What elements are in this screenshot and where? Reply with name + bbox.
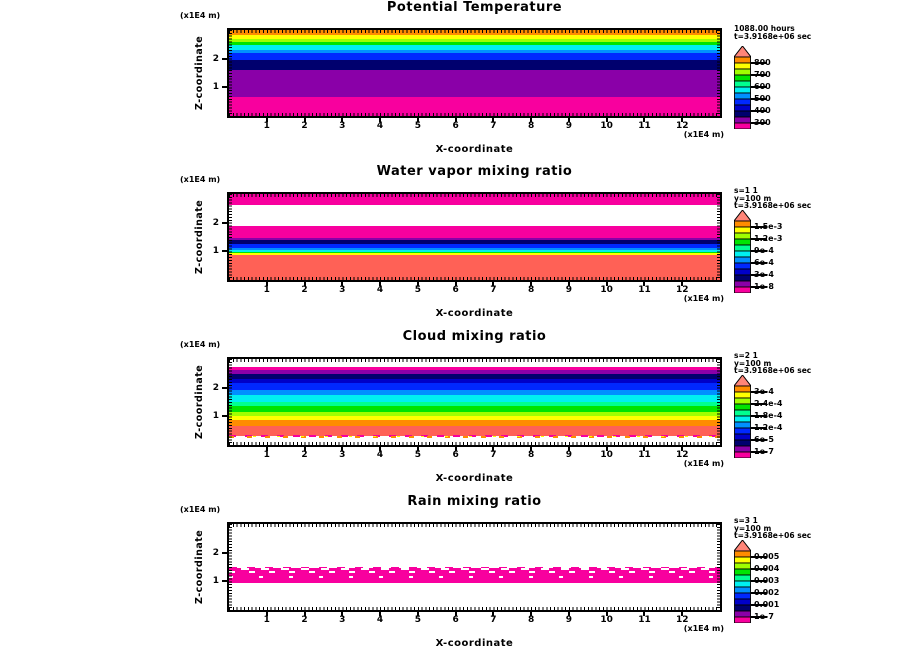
y-axis-unit: (x1E4 m) (180, 505, 221, 514)
colorbar-band-navy (735, 275, 751, 281)
colorbar-band-orange (735, 57, 751, 63)
colorbar-band-green (735, 569, 751, 575)
colorbar-band-green (735, 239, 751, 245)
plot-canvas (229, 359, 720, 445)
x-tick-label: 11 (638, 285, 651, 295)
colorbar-band-yellow (735, 557, 751, 563)
y-axis-label: Z-coordinate (194, 199, 205, 275)
z-major-tick (222, 415, 227, 417)
x-tick-label: 6 (452, 450, 459, 460)
colorbar-band-magenta (735, 452, 751, 458)
colorbar (734, 46, 751, 129)
colorbar-band-cyan (735, 416, 751, 422)
x-tick-label: 1 (263, 615, 270, 625)
x-axis-label: X-coordinate (435, 308, 514, 319)
legend-line: t=3.9168e+06 sec (734, 31, 812, 41)
x-tick-label: 12 (675, 121, 689, 131)
contour-band-blue (229, 53, 720, 60)
ragged-contour-line (229, 568, 720, 570)
colorbar-label: 1.2e-4 (754, 423, 783, 432)
legend-line: s=1 1 (734, 186, 758, 195)
axis-minor-ticks-top (229, 30, 720, 33)
x-tick-label: 11 (638, 450, 651, 460)
x-tick-label: 5 (414, 285, 421, 295)
x-tick-label: 12 (675, 615, 689, 625)
legend-line: t=3.9168e+06 sec (734, 531, 812, 540)
legend-line: 1088.00 hours (734, 24, 795, 33)
axis-minor-ticks-bottom (229, 277, 720, 280)
colorbar-label: 300 (754, 118, 771, 127)
colorbar-band-magenta (735, 123, 751, 129)
colorbar-label: 2.4e-4 (754, 399, 783, 408)
y-axis-label: Z-coordinate (194, 35, 205, 111)
z-tick-label: 2 (212, 547, 219, 558)
colorbar-band-orange (735, 551, 751, 557)
z-major-tick (222, 580, 227, 582)
x-tick-label: 6 (452, 285, 459, 295)
colorbar-band-yellow (735, 392, 751, 398)
x-tick-label: 4 (376, 615, 384, 625)
contour-band-white (229, 205, 720, 226)
colorbar-band-springgreen (735, 410, 751, 416)
colorbar-band-chartreuse (735, 233, 751, 239)
x-tick-label: 12 (675, 285, 689, 295)
z-major-tick (222, 250, 227, 252)
legend-line: y=100 m (734, 358, 772, 368)
contour-band-cyan (229, 395, 720, 402)
panel-1 (0, 0, 904, 165)
x-tick-label: 4 (376, 121, 384, 131)
colorbar-svg (734, 210, 751, 293)
colorbar-band-yellow (735, 63, 751, 69)
colorbar-svg (734, 46, 751, 129)
colorbar-band-chartreuse (735, 398, 751, 404)
colorbar-band-dodger (735, 422, 751, 428)
plot-canvas (229, 30, 720, 116)
x-tick-label: 3 (339, 121, 346, 131)
colorbar-band-green (735, 404, 751, 410)
x-axis-label: X-coordinate (435, 638, 514, 649)
colorbar-band-magenta (735, 287, 751, 293)
panel-title: Cloud mixing ratio (402, 329, 547, 344)
colorbar-label: 6e-5 (754, 435, 774, 444)
panel-title: Rain mixing ratio (407, 494, 542, 509)
plot-canvas (229, 194, 720, 280)
z-major-tick (222, 86, 227, 88)
axis-minor-ticks-right (717, 524, 720, 610)
axis-minor-ticks-left (229, 194, 232, 280)
x-tick-label: 7 (490, 285, 497, 295)
colorbar-band-purple (735, 446, 751, 452)
x-axis-unit: (x1E4 m) (683, 294, 724, 303)
colorbar-band-dodger (735, 587, 751, 593)
axis-minor-ticks-bottom (229, 607, 720, 610)
plot-area (227, 357, 722, 447)
colorbar-label: 6e-4 (754, 258, 774, 267)
colorbar-label: 0.004 (754, 564, 780, 573)
legend-line: y=100 m (734, 523, 772, 533)
contour-bands (229, 30, 720, 116)
z-tick-label: 1 (212, 82, 219, 93)
colorbar-band-darkblue (735, 269, 751, 275)
legend-line: t=3.9168e+06 sec (734, 201, 812, 210)
colorbar-band-navy (735, 605, 751, 611)
legend-line: s=2 1 (734, 351, 758, 360)
x-tick-label: 9 (565, 615, 573, 625)
contour-band-white (229, 524, 720, 570)
ragged-contour-line (229, 576, 720, 578)
z-tick-label: 2 (212, 382, 219, 393)
x-tick-label: 2 (301, 285, 308, 295)
panel-4 (0, 494, 904, 654)
colorbar-band-blue (735, 593, 751, 599)
colorbar-band-blue (735, 99, 751, 105)
colorbar-arrow (734, 375, 751, 386)
x-tick-label: 7 (490, 121, 497, 131)
colorbar-band-dodger (735, 257, 751, 263)
x-tick-label: 10 (600, 615, 613, 625)
colorbar-svg (734, 540, 751, 623)
axis-minor-ticks-right (717, 194, 720, 280)
colorbar-band-chartreuse (735, 563, 751, 569)
x-tick-label: 12 (675, 450, 689, 460)
contour-band-white (229, 583, 720, 610)
colorbar-label: 1e-7 (754, 447, 774, 456)
z-major-tick (222, 552, 227, 554)
colorbar-band-navy (735, 440, 751, 446)
colorbar-arrow (734, 46, 751, 57)
x-tick-label: 2 (301, 615, 308, 625)
axis-minor-ticks-left (229, 524, 232, 610)
axis-minor-ticks-left (229, 30, 232, 116)
plot-area (227, 28, 722, 118)
colorbar-band-yellow (735, 227, 751, 233)
x-tick-label: 9 (565, 450, 573, 460)
colorbar-band-purple (735, 117, 751, 123)
x-tick-label: 8 (528, 450, 535, 460)
axis-minor-ticks-right (717, 30, 720, 116)
contour-band-blue (229, 383, 720, 390)
panel-2 (0, 164, 904, 329)
colorbar-label: 1e-7 (754, 612, 774, 621)
z-tick-label: 1 (212, 246, 219, 257)
colorbar-band-cyan (735, 251, 751, 257)
x-tick-label: 10 (600, 121, 613, 131)
x-axis-label: X-coordinate (435, 144, 514, 155)
panel-title: Potential Temperature (386, 0, 563, 15)
y-axis-label: Z-coordinate (194, 364, 205, 440)
x-axis-label: X-coordinate (435, 473, 514, 484)
colorbar-band-green (735, 75, 751, 81)
colorbar-label: 3e-4 (754, 270, 774, 279)
axis-minor-ticks-top (229, 194, 720, 197)
contour-band-magenta (229, 226, 720, 238)
colorbar-band-cyan (735, 581, 751, 587)
colorbar-svg (734, 375, 751, 458)
panel-3 (0, 329, 904, 494)
colorbar-label: 700 (754, 70, 771, 79)
colorbar-label: 0.001 (754, 600, 780, 609)
x-axis-unit: (x1E4 m) (683, 130, 724, 139)
legend-line: t=3.9168e+06 sec (734, 366, 812, 375)
colorbar-label: 0.003 (754, 576, 780, 585)
colorbar-label: 0.005 (754, 552, 780, 561)
colorbar-label: 1.8e-4 (754, 411, 783, 420)
colorbar-band-blue (735, 428, 751, 434)
colorbar (734, 375, 751, 458)
colorbar-band-blue (735, 263, 751, 269)
colorbar-band-springgreen (735, 245, 751, 251)
x-tick-label: 6 (452, 615, 459, 625)
colorbar (734, 210, 751, 293)
ragged-contour-line (229, 436, 720, 438)
x-tick-label: 3 (339, 285, 346, 295)
y-axis-label: Z-coordinate (194, 529, 205, 605)
panel-title: Water vapor mixing ratio (376, 164, 573, 179)
y-axis-unit: (x1E4 m) (180, 175, 221, 184)
x-tick-label: 3 (339, 615, 346, 625)
colorbar-band-springgreen (735, 81, 751, 87)
x-tick-label: 1 (263, 121, 270, 131)
x-tick-label: 9 (565, 285, 573, 295)
x-tick-label: 2 (301, 121, 308, 131)
colorbar-band-chartreuse (735, 69, 751, 75)
x-tick-label: 5 (414, 450, 421, 460)
colorbar-band-dodger (735, 93, 751, 99)
colorbar-arrow (734, 540, 751, 551)
contour-bands (229, 194, 720, 280)
x-tick-label: 5 (414, 615, 421, 625)
x-tick-label: 7 (490, 450, 497, 460)
x-tick-label: 10 (600, 450, 613, 460)
axis-minor-ticks-top (229, 524, 720, 527)
colorbar-label: 400 (754, 106, 771, 115)
colorbar-label: 500 (754, 94, 771, 103)
x-tick-label: 1 (263, 450, 270, 460)
plot-area (227, 522, 722, 612)
colorbar-band-purple (735, 281, 751, 287)
contour-band-navy (229, 60, 720, 69)
z-tick-label: 1 (212, 411, 219, 422)
colorbar-band-orange (735, 386, 751, 392)
x-tick-label: 6 (452, 121, 459, 131)
axis-minor-ticks-bottom (229, 113, 720, 116)
colorbar-label: 9e-4 (754, 246, 774, 255)
axis-minor-ticks-top (229, 359, 720, 362)
x-tick-label: 8 (528, 285, 535, 295)
colorbar-band-cyan (735, 87, 751, 93)
axis-minor-ticks-right (717, 359, 720, 445)
x-tick-label: 11 (638, 615, 651, 625)
colorbar-band-darkblue (735, 434, 751, 440)
z-major-tick (222, 222, 227, 224)
ragged-contour-line (229, 571, 720, 573)
colorbar-label: 800 (754, 58, 771, 67)
contour-bands (229, 359, 720, 445)
y-axis-unit: (x1E4 m) (180, 340, 221, 349)
x-tick-label: 8 (528, 121, 535, 131)
colorbar-band-darkblue (735, 599, 751, 605)
z-tick-label: 2 (212, 217, 219, 228)
colorbar-band-springgreen (735, 575, 751, 581)
colorbar-band-purple (735, 611, 751, 617)
x-tick-label: 9 (565, 121, 573, 131)
z-major-tick (222, 58, 227, 60)
z-tick-label: 1 (212, 576, 219, 587)
colorbar-band-orange (735, 221, 751, 227)
z-tick-label: 2 (212, 53, 219, 64)
plot-canvas (229, 524, 720, 610)
colorbar-label: 3e-4 (754, 387, 774, 396)
colorbar-label: 600 (754, 82, 771, 91)
x-axis-unit: (x1E4 m) (683, 459, 724, 468)
x-tick-label: 11 (638, 121, 651, 131)
x-tick-label: 1 (263, 285, 270, 295)
x-tick-label: 2 (301, 450, 308, 460)
x-tick-label: 3 (339, 450, 346, 460)
colorbar-band-magenta (735, 617, 751, 623)
x-tick-label: 8 (528, 615, 535, 625)
x-tick-label: 5 (414, 121, 421, 131)
colorbar-band-darkblue (735, 105, 751, 111)
x-tick-label: 7 (490, 615, 497, 625)
colorbar-label: 1e-8 (754, 282, 774, 291)
z-major-tick (222, 387, 227, 389)
contour-band-purple (229, 70, 720, 98)
colorbar-label: 1.2e-3 (754, 234, 783, 243)
x-tick-label: 10 (600, 285, 613, 295)
plot-area (227, 192, 722, 282)
colorbar-band-navy (735, 111, 751, 117)
colorbar-label: 0.002 (754, 588, 780, 597)
x-tick-label: 4 (376, 285, 384, 295)
colorbar (734, 540, 751, 623)
legend-line: y=100 m (734, 193, 772, 203)
x-axis-unit: (x1E4 m) (683, 624, 724, 633)
colorbar-label: 1.5e-3 (754, 222, 783, 231)
axis-minor-ticks-bottom (229, 442, 720, 445)
x-tick-label: 4 (376, 450, 384, 460)
legend-line: s=3 1 (734, 516, 758, 525)
y-axis-unit: (x1E4 m) (180, 11, 221, 20)
axis-minor-ticks-left (229, 359, 232, 445)
colorbar-arrow (734, 210, 751, 221)
